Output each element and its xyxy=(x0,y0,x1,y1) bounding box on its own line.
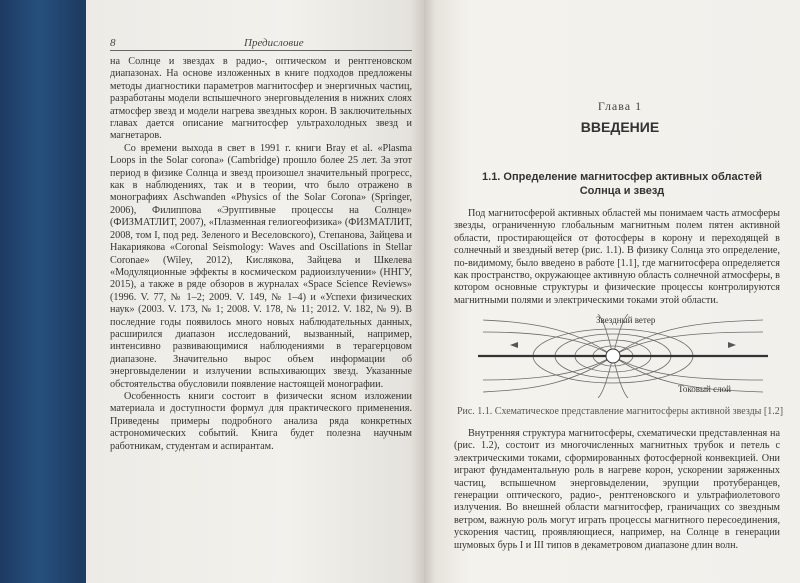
paragraph: Под магнитосферой активных областей мы понимаем часть атмосферы звезды, ограниченную глобальным магнитным полем пятен активной области, простирающейся от фотосферы в корону и переходящей в солнечный и звездный ветер (рис. 1.1). В физику Солнца это определение, по-видимому, было введено в работе [1.1], где магнитосфера определяется как пространство, окружающее активную область солнечной атмосферы, в котором основные структуры и физические процессы контролируются магнитными полями и электрическими токами этой области. xyxy=(454,208,780,306)
running-head-title: Предисловие xyxy=(244,37,304,49)
paragraph: Особенность книги состоит в физически ясном изложении материала и доступности формул для практического применения. Приведены примеры подробного анализа ряда конкретных астрономических событий. Книга будет полезна научным работникам, студентам и аспирантам. xyxy=(110,390,412,452)
figure-caption: Рис. 1.1. Схематическое представление магнитосферы активной звезды [1.2] xyxy=(456,406,784,417)
chapter-title: ВВЕДЕНИЕ xyxy=(580,119,660,135)
page-number: 8 xyxy=(110,37,116,49)
section-title xyxy=(452,170,792,198)
right-body-text-1 xyxy=(454,208,780,307)
section-title-line: 1.1. Определение магнитосфер активных областей xyxy=(482,171,762,183)
left-body-text xyxy=(110,56,412,453)
paragraph: на Солнце и звездах в радио-, оптическом и рентгеновском диапазонах. На основе изложенных в книге подходов предложены методы диагностики параметров магнитосфер и энергичных частиц, разработаны модели вспышечного энерговыделения в нижних слоях атмосфер звезд и модели нагрева звездных корон. В заключительных главах дается описание магнитосфер ультрахолодных звезд и магнетаров. xyxy=(110,56,412,142)
right-body-text-2 xyxy=(454,428,780,552)
paragraph: Внутренняя структура магнитосферы, схематически представленная на (рис. 1.2), состоит из многочисленных магнитных трубок и петель с электрическими токами, сформированных фотосферной конвекцией. Они играют фундаментальную роль в нагреве корон, ускорении заряженных частиц, вспышечном энерговыделении, эрупции протуберанцев, генерации оптического, радио-, рентгеновского и ультрафиолетового излучения. Во внешней области магнитосфер, граничащих со звездным ветром, важную роль могут играть процессы магнитного пересоединения, ускорения частиц, проявляющиеся, например, на Солнце в генерации шумовых бурь I и III типов в декаметровом диапазоне длин волн. xyxy=(454,428,780,551)
label-current-sheet: Токовый слой xyxy=(678,384,731,394)
header-rule xyxy=(110,50,412,51)
label-stellar-wind: Звездный ветер xyxy=(596,315,656,325)
star-disk xyxy=(606,349,620,363)
magnetosphere-figure xyxy=(478,314,768,398)
section-title-line: Солнца и звезд xyxy=(579,185,665,197)
chapter-label: Глава 1 xyxy=(597,99,643,113)
paragraph: Со времени выхода в свет в 1991 г. книги Bray et al. «Plasma Loops in the Solar corona» (Cambridge) прошло более 25 лет. За этот период в физике Солнца и звезд произошел значительный прогресс, как в наблюдениях, так и в теории, что было отражено в монографиях Aschwanden «Physics of the Solar Corona» (Springer, 2006), Филиппова «Эруптивные процессы на Солнце» (ФИЗМАТЛИТ, 2007), «Плазменная гелиогеофизика» (ФИЗМАТЛИТ, 2008, том I, под ред. Зеленого и Веселовского), Степанова, Зайцева и Накариякова «Coronal Seismology: Waves and Oscillations in Stellar Coronae» (Wiley, 2012), Кислякова, Зайцева и Шкелева «Модуляционные эффекты в космическом радиоизлучении» (ННГУ, 2015), а также в ряде обзоров в журналах «Space Science Reviews» (1996. V. 77, № 1–2; 2009. V. 149, № 1–4) и «Успехи физических наук» (2003. V. 173, № 1; 2008. V. 178, № 11; 2012. V. 182, № 9). В последние годы появилось много новых наблюдательных данных, расширился диапазон исследований, вызванный, например, интенсивно развивающимися наблюдениями в терагерцовом диапазоне. Значительно вырос объем информации об энерговыделении и излучении вспыхивающих звезд. Указанные обстоятельства обусловили появление настоящей монографии. xyxy=(110,142,412,390)
